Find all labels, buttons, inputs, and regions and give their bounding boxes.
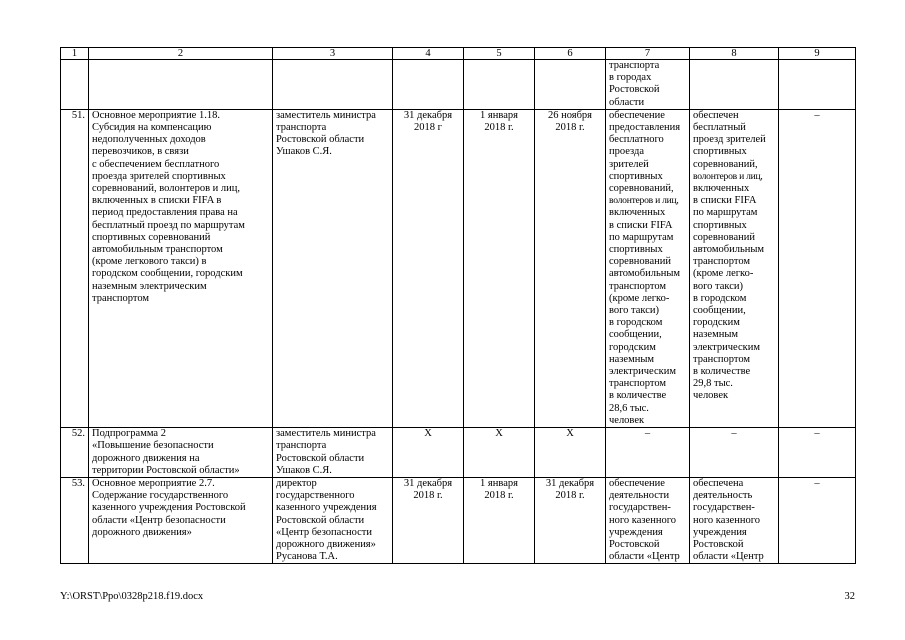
column-number: 6 [535,48,606,60]
column-number: 1 [61,48,89,60]
actual-start-date: 1 января 2018 г. [464,477,535,563]
actual-result-part: включенных в списки FIFA по маршрутам спортивных соревнований автомобильным транспортом (кроме легко- вого такси) в городском сообщении, городским наземным электрическим транспортом в количестве 29,8 тыс. человек [693,183,765,402]
activity-name [89,60,273,110]
actual-result-part: обеспечен бесплатный проезд зрителей спортивных соревнований, [693,109,766,170]
actual-result [690,109,779,427]
actual-result: обеспечена деятельность государствен- ного казенного учреждения Ростовской области «Центр [690,477,779,563]
activity-name: Основное мероприятие 1.18. Субсидия на компенсацию недополученных доходов перевозчиков, в связи с обеспечением бесплатного проезда зрителей спортивных соревнований, волонтеров и лиц, включенных в списки FIFA в период предоставления права на бесплатный проезд по маршрутам спортивных соревнований автомобильным транспортом (кроме легкового такси) в городском сообщении, городским наземным электрическим транспортом [89,109,273,427]
planned-result-part: обеспечение предоставления бесплатного проезда зрителей спортивных соревнований, [609,109,681,195]
planned-result-part: волонтеров и лиц, [609,195,679,207]
actual-result-part: волонтеров и лиц, [693,170,763,182]
actual-end-date: Х [535,428,606,478]
column-number: 2 [89,48,273,60]
actual-start-date: 1 января 2018 г. [464,109,535,427]
responsible-person [273,60,393,110]
planned-end-date: 31 декабря 2018 г [393,109,464,427]
row-number: 51. [61,109,89,427]
actual-start-date [464,60,535,110]
planned-result: обеспечение деятельности государствен- ного казенного учреждения Ростовской области «Центр [606,477,690,563]
responsible-person: заместитель министра транспорта Ростовской области Ушаков С.Я. [273,428,393,478]
table-row [61,109,856,427]
page-number: 32 [844,591,855,602]
column-number: 5 [464,48,535,60]
column-number-row [61,48,856,60]
actual-end-date: 31 декабря 2018 г. [535,477,606,563]
row-number [61,60,89,110]
planned-end-date: Х [393,428,464,478]
table-row [61,428,856,478]
reasons-cell: – [779,109,856,427]
activity-name: Подпрограмма 2 «Повышение безопасности дорожного движения на территории Ростовской области» [89,428,273,478]
reasons-cell: – [779,477,856,563]
reasons-cell: – [779,428,856,478]
reasons-cell [779,60,856,110]
table-row [61,477,856,563]
planned-end-date: 31 декабря 2018 г. [393,477,464,563]
responsible-person: заместитель министра транспорта Ростовской области Ушаков С.Я. [273,109,393,427]
column-number: 7 [606,48,690,60]
column-number: 9 [779,48,856,60]
actual-end-date [535,60,606,110]
responsible-person: директор государственного казенного учреждения Ростовской области «Центр безопасности дорожного движения» Русанова Т.А. [273,477,393,563]
activity-name: Основное мероприятие 2.7. Содержание государственного казенного учреждения Ростовской области «Центр безопасности дорожного движения» [89,477,273,563]
file-path: Y:\ORST\Ppo\0328p218.f19.docx [60,591,204,602]
planned-result: – [606,428,690,478]
row-number: 52. [61,428,89,478]
actual-result [690,60,779,110]
planned-result: транспорта в городах Ростовской области [606,60,690,110]
column-number: 8 [690,48,779,60]
planned-result-part: включенных в списки FIFA по маршрутам спортивных соревнований автомобильным транспортом (кроме легко- вого такси) в городском сообщении, городским наземным электрическим транспортом в количестве 28,6 тыс. человек [609,207,681,426]
planned-end-date [393,60,464,110]
actual-end-date: 26 ноября 2018 г. [535,109,606,427]
column-number: 4 [393,48,464,60]
actual-start-date: Х [464,428,535,478]
program-table [60,47,856,564]
row-number: 53. [61,477,89,563]
table-row [61,60,856,110]
planned-result [606,109,690,427]
actual-result: – [690,428,779,478]
column-number: 3 [273,48,393,60]
